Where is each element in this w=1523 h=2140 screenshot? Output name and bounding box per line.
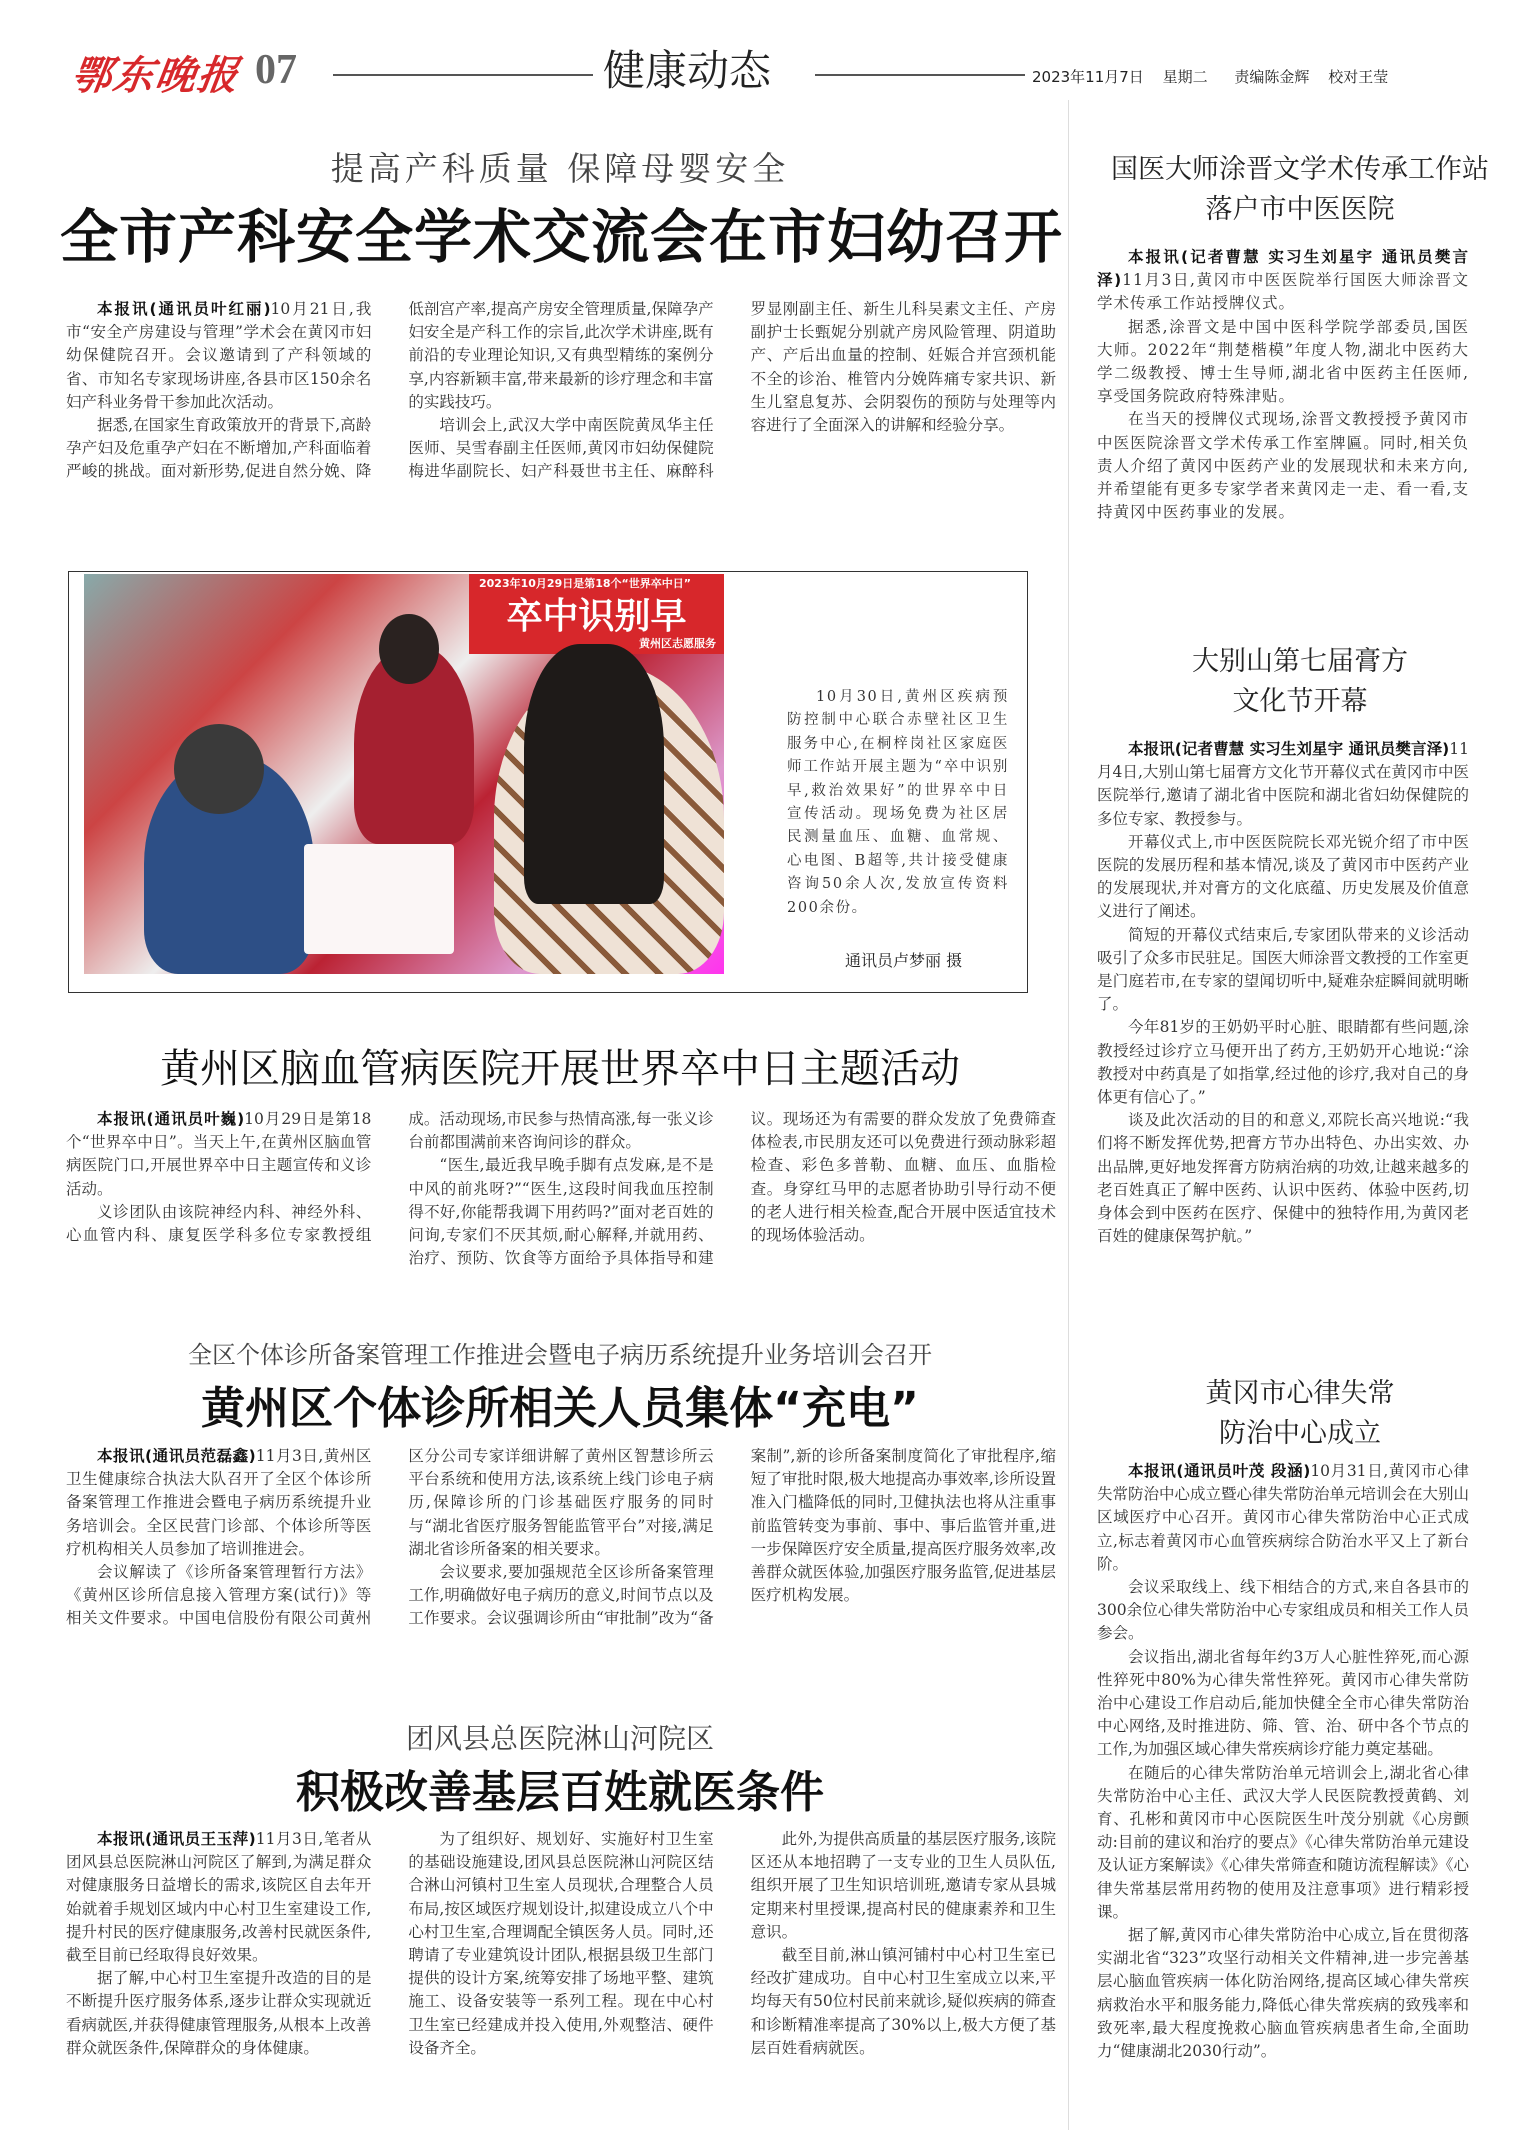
article3-body: 本报讯(通讯员范磊鑫)11月3日,黄州区卫生健康综合执法大队召开了全区个体诊所备案管理工作推进会暨电子病历系统提升业务培训会。全区民营门诊部、个体诊所等医疗机构相关人员参加了培训推进会。 会议解读了《诊所备案管理暂行方法》《黄州区诊所信息接入管理方案(试行)》等相关文件要求。中国电信股份有限公司黄州区分公司专家详细讲解了黄州区智慧诊所云平台系统和使用方法,该系统上线门诊电子病历,保障诊所的门诊基础医疗服务的同时与“湖北省医疗服务智能监管平台”对接,满足湖北省诊所备案的相关要求。 会议要求,要加强规范全区诊所备案管理工作,明确做好电子病历的意义,时间节点以及工作要求。会议强调诊所由“审批制”改为“备案制”,新的诊所备案制度简化了审批程序,缩短了审批时限,极大地提高办事效率,诊所设置准入门槛降低的同时,卫健执法也将从注重事前监管转变为事前、事中、事后监管并重,进一步保障医疗安全质量,提高医疗服务效率,改善群众就医体验,加强医疗服务监管,促进基层医疗机构发展。 xyxy=(66,1445,1056,1670)
paragraph: 培训会上,武汉大学中南医院黄凤华主任医师、吴雪春副主任医师,黄冈市妇幼保健院梅进华副院长、妇产科聂世书主任、麻醉科罗显刚副主任、新生儿科吴素文主任、产房副护士长甄妮分别就产房风险管理、阴道助产、产后出血量的控制、妊娠合并宫颈机能不全的诊治、椎管内分娩阵痛专家共识、新生儿窒息复苏、会阴裂伤的预防与处理等内容进行了全面深入的讲解和经验分享。 xyxy=(408,300,1056,481)
paragraph: 据悉,在国家生育政策放开的背景下,高龄孕产妇及危重孕产妇在不断增加,产科面临着严峻的挑战。面对新形势,促进自然分娩、降低剖宫产率,提高产房安全管理质量,保障孕产妇安全是产科工作的宗旨,此次学术讲座,既有前沿的专业理论知识,又有典型精练的案例分享,内容新颖丰富,带来最新的诊疗理念和丰富的实践技巧。 xyxy=(66,300,714,481)
issue-date: 2023年11月7日 xyxy=(1032,68,1144,86)
paragraph: 义诊团队由该院神经内科、神经外科、心血管内科、康复医学科多位专家教授组成。活动现场,市民参与热情高涨,每一张义诊台前都围满前来咨询问诊的群众。 xyxy=(66,1110,714,1245)
paragraph: 据了解,中心村卫生室提升改造的目的是不断提升医疗服务体系,逐步让群众实现就近看病就医,并获得健康管理服务,从根本上改善群众就医条件,保障群众的身体健康。 xyxy=(66,1969,372,2057)
paragraph: 简短的开幕仪式结束后,专家团队带来的义诊活动吸引了众多市民驻足。国医大师涂晋文教授的工作室更是门庭若市,在专家的望闻切听中,疑难杂症瞬间就明晰了。 xyxy=(1097,925,1470,1014)
paragraph: 会议解读了《诊所备案管理暂行方法》《黄州区诊所信息接入管理方案(试行)》等相关文件要求。中国电信股份有限公司黄州区分公司专家详细讲解了黄州区智慧诊所云平台系统和使用方法,该系统上线门诊电子病历,保障诊所的门诊基础医疗服务的同时与“湖北省医疗服务智能监管平台”对接,满足湖北省诊所备案的相关要求。 xyxy=(66,1447,714,1628)
paragraph: 今年81岁的王奶奶平时心脏、眼睛都有些问题,涂教授经过诊疗立马便开出了药方,王奶奶开心地说:“涂教授对中药真是了如指掌,经过他的诊疗,我对自己的身体更有信心了。” xyxy=(1097,1018,1469,1107)
side1-byline: 本报讯(记者曹慧 实习生刘星宇 通讯员樊言泽) xyxy=(1097,248,1469,290)
article3-kicker: 全区个体诊所备案管理工作推进会暨电子病历系统提升业务培训会召开 xyxy=(188,1341,932,1369)
paragraph: 会议要求,要加强规范全区诊所备案管理工作,明确做好电子病历的意义,时间节点以及工作要求。会议强调诊所由“审批制”改为“备案制”,新的诊所备案制度简化了审批程序,缩短了审批时限,极大地提高办事效率,诊所设置准入门槛降低的同时,卫健执法也将从注重事前监管转变为事前、事中、事后监管并重,进一步保障医疗安全质量,提高医疗服务效率,改善群众就医体验,加强医疗服务监管,促进基层医疗机构发展。 xyxy=(408,1447,1056,1628)
section-title: 健康动态 xyxy=(603,46,772,95)
article2-body: 本报讯(通讯员叶巍)10月29日是第18个“世界卒中日”。当天上午,在黄州区脑血管病医院门口,开展世界卒中日主题宣传和义诊活动。 义诊团队由该院神经内科、神经外科、心血管内科、康复医学科多位专家教授组成。活动现场,市民参与热情高涨,每一张义诊台前都围满前来咨询问诊的群众。 “医生,最近我早晚手脚有点发麻,是不是中风的前兆呀?”“医生,这段时间我血压控制得不好,你能帮我调下用药吗?”面对老百姓的问询,专家们不厌其烦,耐心解释,并就用药、治疗、预防、饮食等方面给予具体指导和建议。现场还为有需要的群众发放了免费筛查体检表,市民朋友还可以免费进行颈动脉彩超检查、彩色多普勒、血糖、血压、血脂检查。身穿红马甲的志愿者协助引导行动不便的老人进行相关检查,配合开展中医适宜技术的现场体验活动。 xyxy=(66,1108,1056,1298)
page-number: 07 xyxy=(255,47,297,93)
side2-body: 本报讯(记者曹慧 实习生刘星宇 通讯员樊言泽)11月4日,大别山第七届膏方文化节开幕仪式在黄冈市中医医院举行,邀请了湖北省中医院和湖北省妇幼保健院的多位专家、教授参与。 开幕仪式上,市中医医院院长邓光锐介绍了市中医医院的发展历程和基本情况,谈及了黄冈市中医药产业的发展现状,并对膏方的文化底蕴、历史发展及价值意义进行了阐述。 简短的开幕仪式结束后,专家团队带来的义诊活动吸引了众多市民驻足。国医大师涂晋文教授的工作室更是门庭若市,在专家的望闻切听中,疑难杂症瞬间就明晰了。 今年81岁的王奶奶平时心脏、眼睛都有些问题,涂教授经过诊疗立马便开出了药方,王奶奶开心地说:“涂教授对中药真是了如指掌,经过他的诊疗,我对自己的身体更有信心了。” 谈及此次活动的目的和意义,邓院长高兴地说:“我们将不断发挥优势,把膏方节办出特色、办出实效、办出品牌,更好地发挥膏方防病治病的功效,让越来越多的老百姓真正了解中医药、认识中医药、体验中医药,切身体会到中医药在医疗、保健中的独特作用,为黄冈老百姓的健康保驾护航。” xyxy=(1097,738,1469,1248)
side3-body: 本报讯(通讯员叶茂 段涵)10月31日,黄冈市心律失常防治中心成立暨心律失常防治单元培训会在大别山区域医疗中心召开。黄冈市心律失常防治中心正式成立,标志着黄冈市心血管疾病综合防治水平又上了新台阶。 会议采取线上、线下相结合的方式,来自各县市的300余位心律失常防治中心专家组成员和相关工作人员参会。 会议指出,湖北省每年约3万人心脏性猝死,而心源性猝死中80%为心律失常性猝死。黄冈市心律失常防治中心建设工作启动后,能加快健全全市心律失常防治中心网络,及时推进防、筛、管、治、研中各个节点的工作,为加强区域心律失常疾病诊疗能力奠定基础。 在随后的心律失常防治单元培训会上,湖北省心律失常防治中心主任、武汉大学人民医院教授黄鹤、刘育、孔彬和黄冈市中心医院医生叶茂分别就《心房颤动:目前的建议和治疗的要点》《心律失常防治单元建设及认证方案解读》《心律失常筛查和随访流程解读》《心律失常基层常用药物的使用及注意事项》进行精彩授课。 据了解,黄冈市心律失常防治中心成立,旨在贯彻落实湖北省“323”攻坚行动相关文件精神,进一步完善基层心脑血管疾病一体化防治网络,提高区域心律失常疾病救治水平和服务能力,降低心律失常疾病的致残率和致死率,最大程度挽救心脑血管疾病患者生命,全面助力“健康湖北2030行动”。 xyxy=(1097,1460,1469,2063)
photo-person xyxy=(174,724,264,814)
column-divider xyxy=(1068,100,1069,2130)
article1-headline: 全市产科安全学术交流会在市妇幼召开 xyxy=(60,203,1064,271)
article4-kicker: 团风县总医院淋山河院区 xyxy=(405,1722,714,1755)
article4-headline: 积极改善基层百姓就医条件 xyxy=(296,1767,824,1818)
photo-person xyxy=(379,614,439,684)
masthead-rule-right xyxy=(815,74,1025,76)
photo-banner: 2023年10月29日是第18个“世界卒中日” 卒中识别早 黄州区志愿服务 xyxy=(469,574,724,654)
article1-body: 本报讯(通讯员叶红丽)10月21日,我市“安全产房建设与管理”学术会在黄冈市妇幼保健院召开。会议邀请到了产科领域的省、市知名专家现场讲座,各县市区150余名妇产科业务骨干参加此次活动。 据悉,在国家生育政策放开的背景下,高龄孕产妇及危重孕产妇在不断增加,产科面临着严峻的挑战。面对新形势,促进自然分娩、降低剖宫产率,提高产房安全管理质量,保障孕产妇安全是产科工作的宗旨,此次学术讲座,既有前沿的专业理论知识,又有典型精练的案例分享,内容新颖丰富,带来最新的诊疗理念和丰富的实践技巧。 培训会上,武汉大学中南医院黄凤华主任医师、吴雪春副主任医师,黄冈市妇幼保健院梅进华副院长、妇产科聂世书主任、麻醉科罗显刚副主任、新生儿科吴素文主任、产房副护士长甄妮分别就产房风险管理、阴道助产、产后出血量的控制、妊娠合并宫颈机能不全的诊治、椎管内分娩阵痛专家共识、新生儿窒息复苏、会阴裂伤的预防与处理等内容进行了全面深入的讲解和经验分享。 xyxy=(66,298,1056,528)
issue-weekday: 星期二 xyxy=(1162,68,1208,86)
paragraph: 会议采取线上、线下相结合的方式,来自各县市的300余位心律失常防治中心专家组成员和相关工作人员参会。 xyxy=(1097,1578,1469,1643)
article1-kicker: 提高产科质量 保障母婴安全 xyxy=(330,149,790,188)
side2-title: 大别山第七届膏方 文化节开幕 xyxy=(1192,646,1408,717)
article3-byline: 本报讯(通讯员范磊鑫) xyxy=(97,1447,256,1465)
photo-person xyxy=(304,844,454,954)
paragraph: 在随后的心律失常防治单元培训会上,湖北省心律失常防治中心主任、武汉大学人民医院教授黄鹤、刘育、孔彬和黄冈市中心医院医生叶茂分别就《心房颤动:目前的建议和治疗的要点》《心律失常防治单元建设及认证方案解读》《心律失常筛查和随访流程解读》《心律失常基层常用药物的使用及注意事项》进行精彩授课。 xyxy=(1097,1763,1470,1921)
paragraph: 截至目前,淋山镇河铺村中心村卫生室已经改扩建成功。自中心村卫生室成立以来,平均每天有50位村民前来就诊,疑似疾病的筛查和诊断精准率提高了30%以上,极大方便了基层百姓看病就医。 xyxy=(750,1946,1056,2057)
proofreader-credit: 校对王莹 xyxy=(1328,68,1389,86)
side3-title: 黄冈市心律失常 防治中心成立 xyxy=(1205,1378,1395,1449)
photo-person xyxy=(524,644,664,904)
paragraph: 此外,为提供高质量的基层医疗服务,该院区还从本地招聘了一支专业的卫生人员队伍,组织开展了卫生知识培训班,邀请专家从县城定期来村里授课,提高村民的健康素养和卫生意识。 xyxy=(750,1830,1056,1941)
dateline xyxy=(1032,66,1402,87)
masthead-rule-left xyxy=(333,74,593,76)
article1-byline: 本报讯(通讯员叶红丽) xyxy=(97,300,271,318)
paragraph: 据悉,涂晋文是中国中医科学院学部委员,国医大师。2022年“荆楚楷模”年度人物,湖北中医药大学二级教授、博士生导师,湖北省中医药主任医师,享受国务院政府特殊津贴。 xyxy=(1097,317,1469,406)
paragraph: 会议指出,湖北省每年约3万人心脏性猝死,而心源性猝死中80%为心律失常性猝死。黄冈市心律失常防治中心建设工作启动后,能加快健全全市心律失常防治中心网络,及时推进防、筛、管、治、研中各个节点的工作,为加强区域心律失常疾病诊疗能力奠定基础。 xyxy=(1097,1647,1469,1759)
editor-credit: 责编陈金辉 xyxy=(1234,68,1310,86)
article2-byline: 本报讯(通讯员叶巍) xyxy=(97,1110,245,1128)
paragraph: 在当天的授牌仪式现场,涂晋文教授授予黄冈市中医医院涂晋文学术传承工作室牌匾。同时,相关负责人介绍了黄冈中医药产业的发展现状和未来方向,并希望能有更多专家学者来黄冈走一走、看一看,支持黄冈中医药事业的发展。 xyxy=(1097,410,1469,522)
event-photo xyxy=(84,574,724,974)
side1-title: 国医大师涂晋文学术传承工作站 落户市中医医院 xyxy=(1111,154,1489,225)
photo-credit: 通讯员卢梦丽 摄 xyxy=(845,951,963,970)
side3-byline: 本报讯(通讯员叶茂 段涵) xyxy=(1128,1462,1311,1480)
photo-caption: 10月30日,黄州区疾病预防控制中心联合赤壁社区卫生服务中心,在桐梓岗社区家庭医师工作站开展主题为“卒中识别早,救治效果好”的世界卒中日宣传活动。现场免费为社区居民测量血压、血糖、血常规、心电图、B超等,共计接受健康咨询50余人次,发放宣传资料200余份。 xyxy=(787,689,1009,916)
paragraph: 开幕仪式上,市中医医院院长邓光锐介绍了市中医医院的发展历程和基本情况,谈及了黄冈市中医药产业的发展现状,并对膏方的文化底蕴、历史发展及价值意义进行了阐述。 xyxy=(1097,832,1469,921)
article3-headline: 黄州区个体诊所相关人员集体“充电” xyxy=(201,1383,919,1434)
article4-body: 本报讯(通讯员王玉萍)11月3日,笔者从团风县总医院淋山河院区了解到,为满足群众对健康服务日益增长的需求,该院区自去年开始就着手规划区域内中心村卫生室建设工作,提升村民的医疗健康服务,改善村民就医条件,截至目前已经取得良好效果。 据了解,中心村卫生室提升改造的目的是不断提升医疗服务体系,逐步让群众实现就近看病就医,并获得健康管理服务,从根本上改善群众就医条件,保障群众的身体健康。 为了组织好、规划好、实施好村卫生室的基础设施建设,团风县总医院淋山河院区结合淋山河镇村卫生室人员现状,合理整合人员布局,按区域医疗规划设计,拟建设成立八个中心村卫生室,合理调配全镇医务人员。同时,还聘请了专业建筑设计团队,根据县级卫生部门提供的设计方案,统筹安排了场地平整、建筑施工、设备安装等一系列工程。现在中心村卫生室已经建成并投入使用,外观整洁、硬件设备齐全。 此外,为提供高质量的基层医疗服务,该院区还从本地招聘了一支专业的卫生人员队伍,组织开展了卫生知识培训班,邀请专家从县城定期来村里授课,提高村民的健康素养和卫生意识。 截至目前,淋山镇河铺村中心村卫生室已经改扩建成功。自中心村卫生室成立以来,平均每天有50位村民前来就诊,疑似疾病的筛查和诊断精准率提高了30%以上,极大方便了基层百姓看病就医。 xyxy=(66,1828,1056,2128)
paragraph: “医生,最近我早晚手脚有点发麻,是不是中风的前兆呀?”“医生,这段时间我血压控制得不好,你能帮我调下用药吗?”面对老百姓的问询,专家们不厌其烦,耐心解释,并就用药、治疗、预防、饮食等方面给予具体指导和建议。现场还为有需要的群众发放了免费筛查体检表,市民朋友还可以免费进行颈动脉彩超检查、彩色多普勒、血糖、血压、血脂检查。身穿红马甲的志愿者协助引导行动不便的老人进行相关检查,配合开展中医适宜技术的现场体验活动。 xyxy=(408,1110,1056,1268)
article4-byline: 本报讯(通讯员王玉萍) xyxy=(97,1830,256,1848)
side1-body: 本报讯(记者曹慧 实习生刘星宇 通讯员樊言泽)11月3日,黄冈市中医医院举行国医大师涂晋文学术传承工作站授牌仪式。 据悉,涂晋文是中国中医科学院学部委员,国医大师。2022年“荆楚楷模”年度人物,湖北中医药大学二级教授、博士生导师,湖北省中医药主任医师,享受国务院政府特殊津贴。 在当天的授牌仪式现场,涂晋文教授授予黄冈市中医医院涂晋文学术传承工作室牌匾。同时,相关负责人介绍了黄冈中医药产业的发展现状和未来方向,并希望能有更多专家学者来黄冈走一走、看一看,支持黄冈中医药事业的发展。 xyxy=(1097,246,1469,524)
paragraph: 谈及此次活动的目的和意义,邓院长高兴地说:“我们将不断发挥优势,把膏方节办出特色、办出实效、办出品牌,更好地发挥膏方防病治病的功效,让越来越多的老百姓真正了解中医药、认识中医药、体验中医药,切身体会到中医药在医疗、保健中的独特作用,为黄冈老百姓的健康保驾护航。” xyxy=(1097,1111,1469,1246)
side2-byline: 本报讯(记者曹慧 实习生刘星宇 通讯员樊言泽) xyxy=(1128,740,1450,758)
paragraph: 为了组织好、规划好、实施好村卫生室的基础设施建设,团风县总医院淋山河院区结合淋山河镇村卫生室人员现状,合理整合人员布局,按区域医疗规划设计,拟建设成立八个中心村卫生室,合理调配全镇医务人员。同时,还聘请了专业建筑设计团队,根据县级卫生部门提供的设计方案,统筹安排了场地平整、建筑施工、设备安装等一系列工程。现在中心村卫生室已经建成并投入使用,外观整洁、硬件设备齐全。 xyxy=(408,1830,714,2057)
paragraph: 据了解,黄冈市心律失常防治中心成立,旨在贯彻落实湖北省“323”攻坚行动相关文件精神,进一步完善基层心脑血管疾病一体化防治网络,提高区域心律失常疾病救治水平和服务能力,降低心律失常疾病的致残率和致死率,最大程度挽救心脑血管疾病患者生命,全面助力“健康湖北2030行动”。 xyxy=(1097,1926,1469,2061)
newspaper-logo: 鄂东晚报 xyxy=(68,52,243,99)
article2-headline: 黄州区脑血管病医院开展世界卒中日主题活动 xyxy=(160,1046,960,1092)
